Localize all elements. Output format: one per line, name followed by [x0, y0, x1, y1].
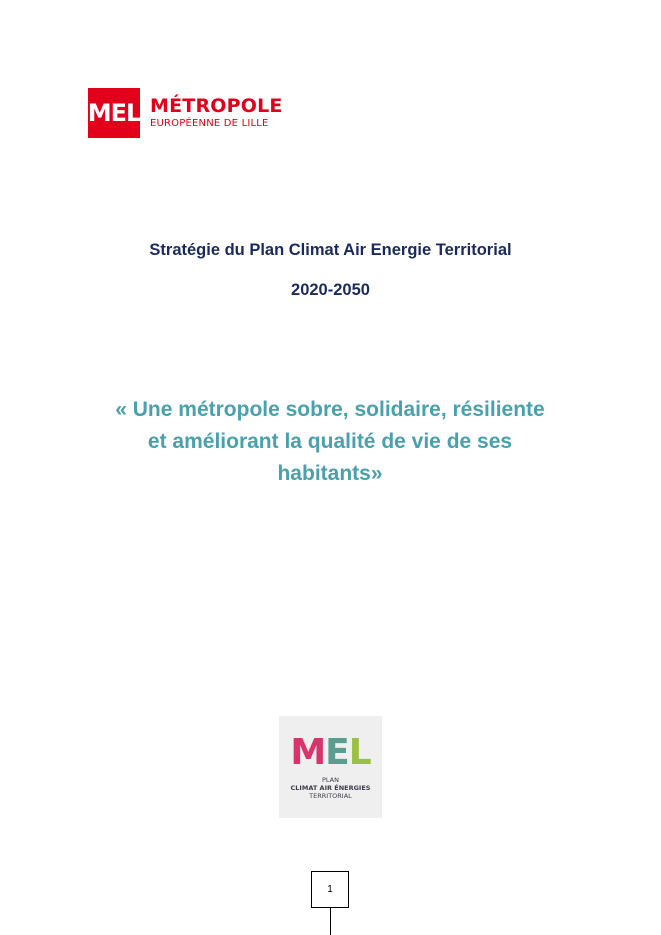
mel-metropole-logo	[88, 88, 283, 138]
page-number: 1	[311, 871, 349, 908]
tagline-line-3: habitants»	[277, 462, 383, 485]
mel-logo-name: MÉTROPOLE	[150, 95, 283, 117]
page-number-divider	[330, 908, 331, 935]
document-title: Stratégie du Plan Climat Air Energie Territorial	[149, 241, 512, 259]
mel-logo-subtitle: EUROPÉENNE DE LILLE	[150, 118, 269, 129]
document-period: 2020-2050	[291, 281, 370, 299]
pcaet-logo-text	[291, 776, 371, 800]
pcaet-letter-m: M	[290, 732, 326, 773]
mel-logo-text	[150, 95, 283, 131]
pcaet-line-territorial: TERRITORIAL	[309, 792, 352, 800]
pcaet-logo-mark	[290, 734, 370, 772]
tagline-line-2: et améliorant la qualité de vie de ses	[147, 430, 513, 453]
tagline-line-1: « Une métropole sobre, solidaire, résiliente	[115, 398, 545, 421]
pcaet-letter-e: E	[325, 732, 349, 773]
pcaet-letter-l: L	[348, 732, 371, 773]
pcaet-line-climat: CLIMAT AIR ÉNERGIES	[290, 784, 371, 792]
pcaet-line-plan: PLAN	[321, 776, 339, 784]
mel-logo-mark: MEL	[88, 88, 140, 138]
pcaet-logo	[279, 716, 382, 818]
document-tagline	[70, 394, 590, 490]
